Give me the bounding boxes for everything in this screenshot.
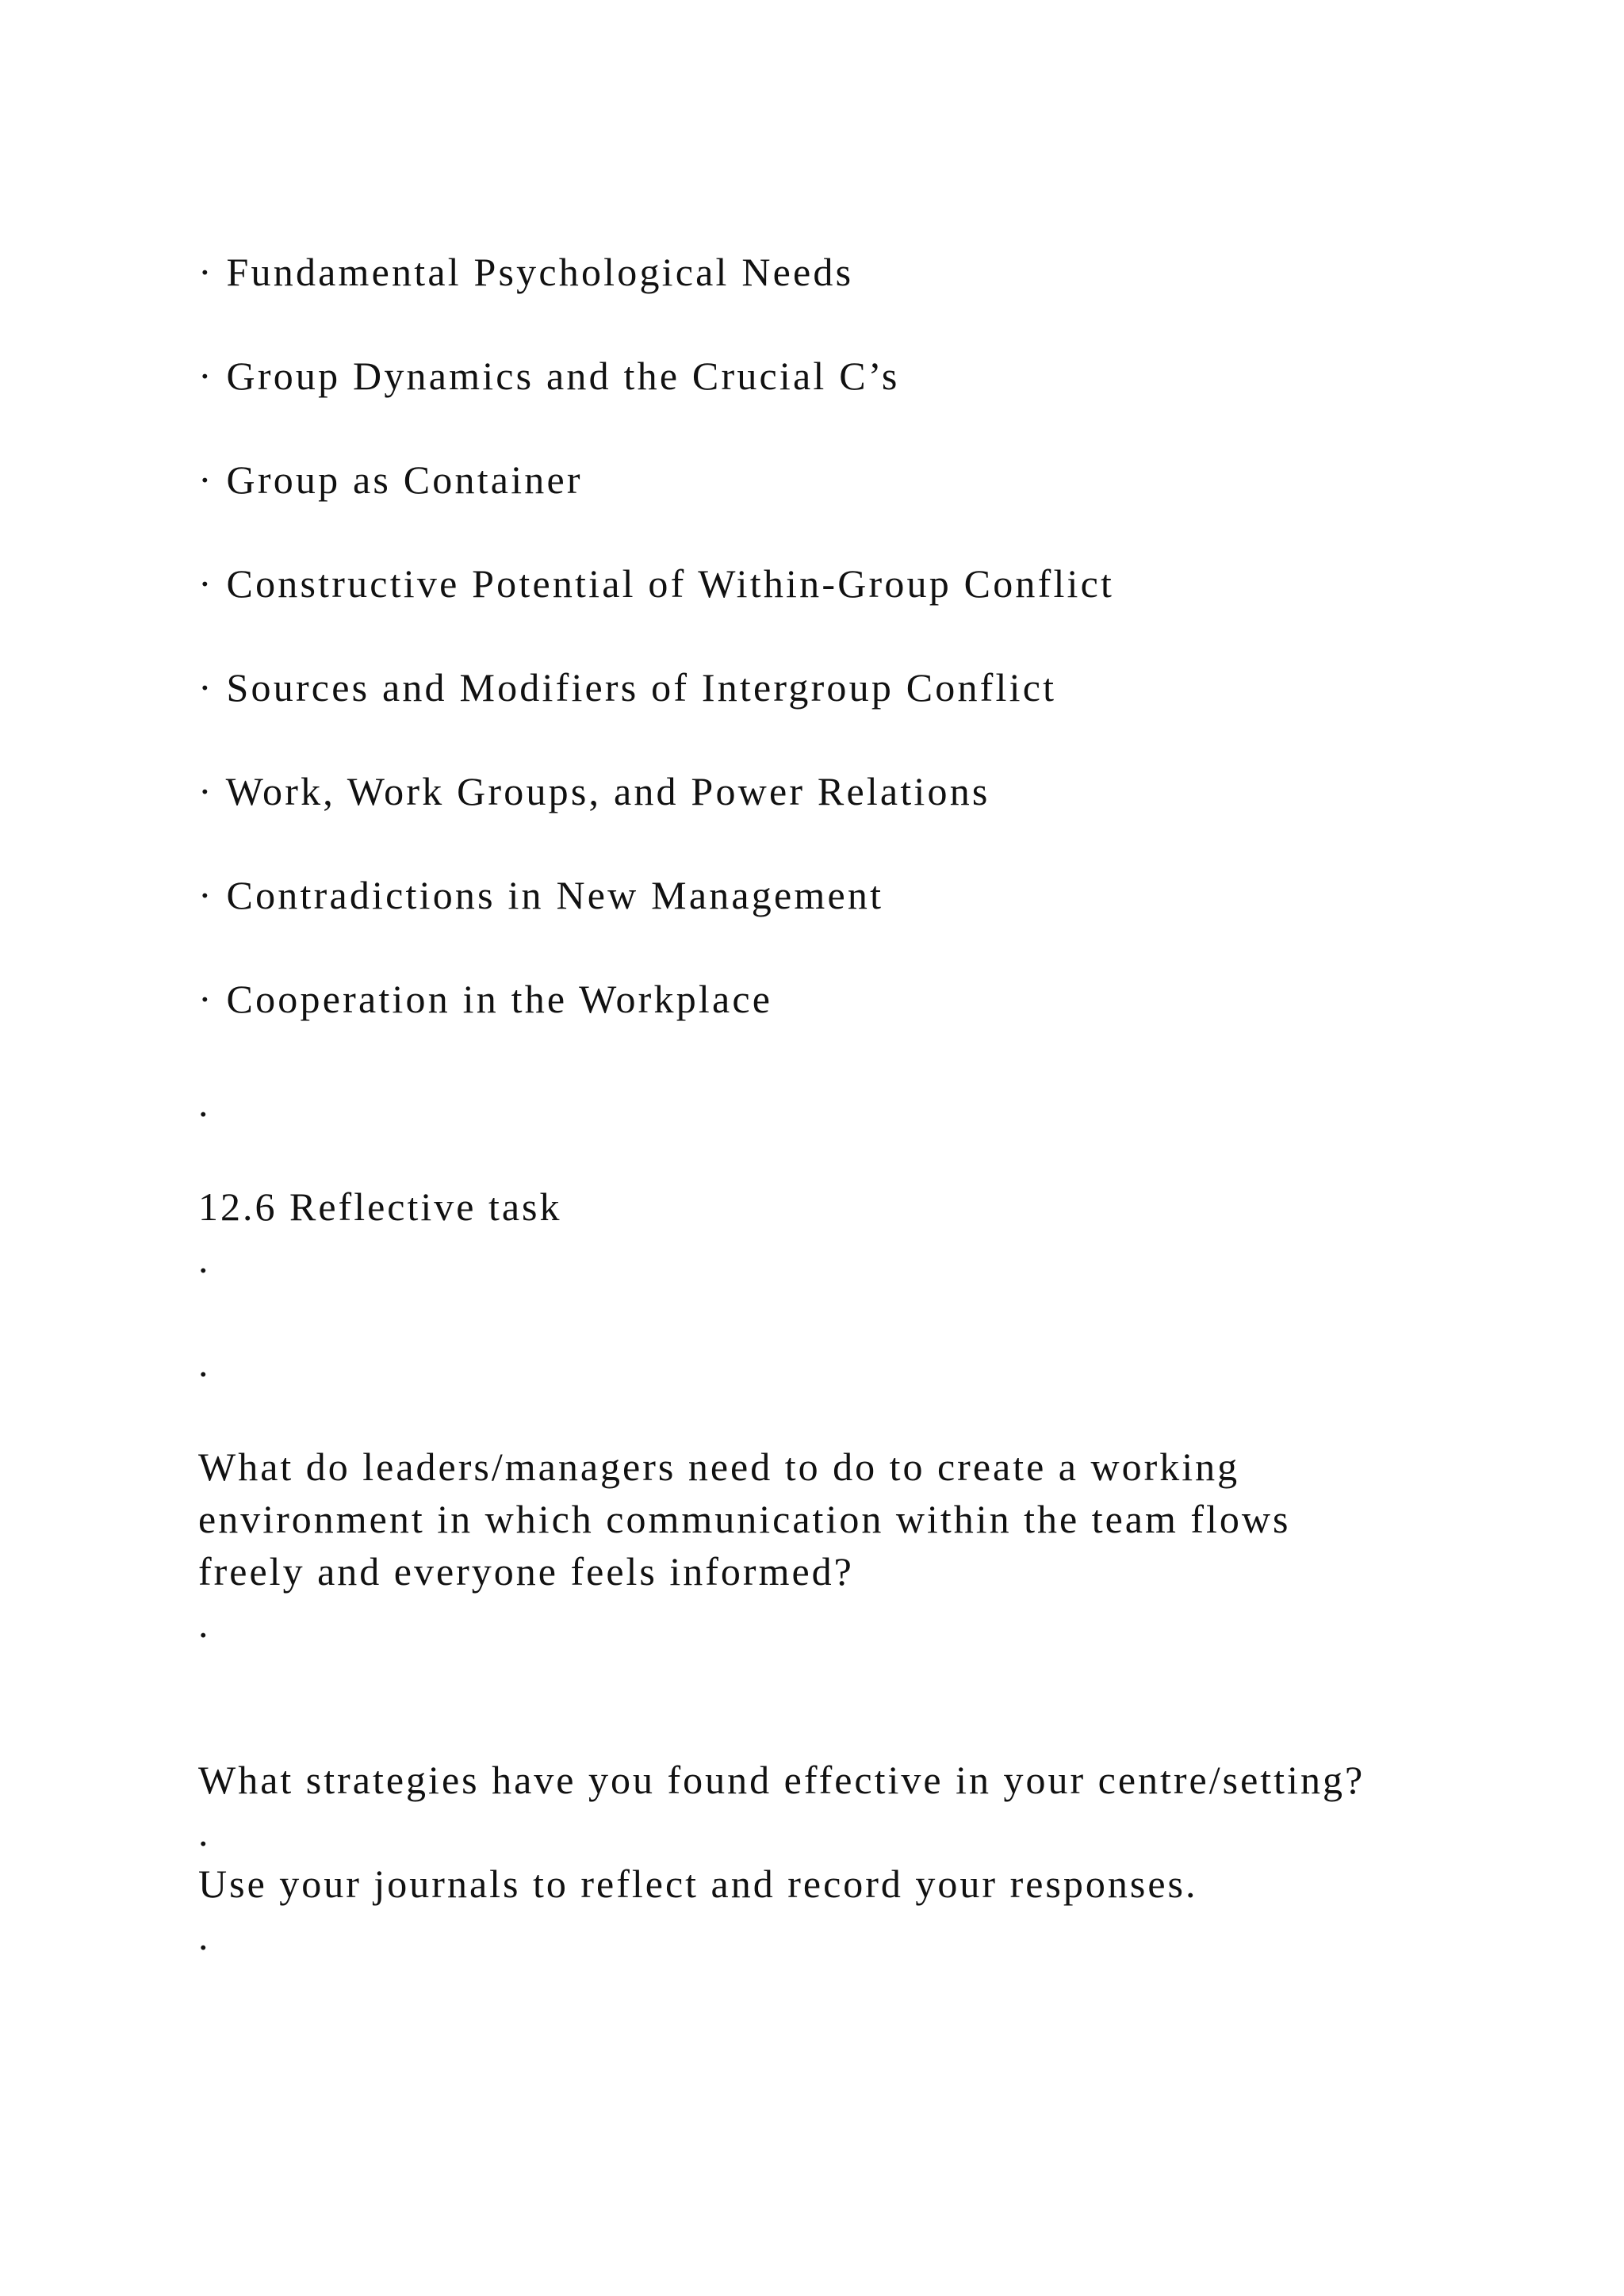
question-line-1: What do leaders/managers need to do to create a working — [198, 1445, 1240, 1489]
journal-instruction: Use your journals to reflect and record your responses. — [198, 1862, 1198, 1906]
bullet-new-management: · Contradictions in New Management — [198, 873, 884, 917]
bullet-group-dynamics: · Group Dynamics and the Crucial C’s — [198, 354, 900, 398]
question-line-2: environment in which communication within the team flows — [198, 1497, 1291, 1541]
bullet-group-container: · Group as Container — [198, 457, 583, 502]
separator-dot: . — [198, 1341, 209, 1385]
separator-dot: . — [198, 1601, 209, 1646]
separator-dot: . — [198, 1081, 209, 1125]
bullet-cooperation: · Cooperation in the Workplace — [198, 977, 773, 1021]
bullet-power-relations: · Work, Work Groups, and Power Relations — [198, 769, 990, 813]
question-line-3: freely and everyone feels informed? — [198, 1549, 854, 1594]
separator-dot: . — [198, 1914, 209, 1958]
separator-dot: . — [198, 1810, 209, 1854]
separator-dot: . — [198, 1237, 209, 1281]
bullet-intergroup-conflict: · Sources and Modifiers of Intergroup Conflict — [198, 665, 1057, 710]
bullet-fundamental-needs: · Fundamental Psychological Needs — [198, 250, 854, 294]
bullet-constructive-conflict: · Constructive Potential of Within-Group Conflict — [198, 561, 1115, 606]
strategies-question: What strategies have you found effective in your centre/setting? — [198, 1758, 1365, 1802]
section-heading: 12.6 Reflective task — [198, 1184, 562, 1229]
